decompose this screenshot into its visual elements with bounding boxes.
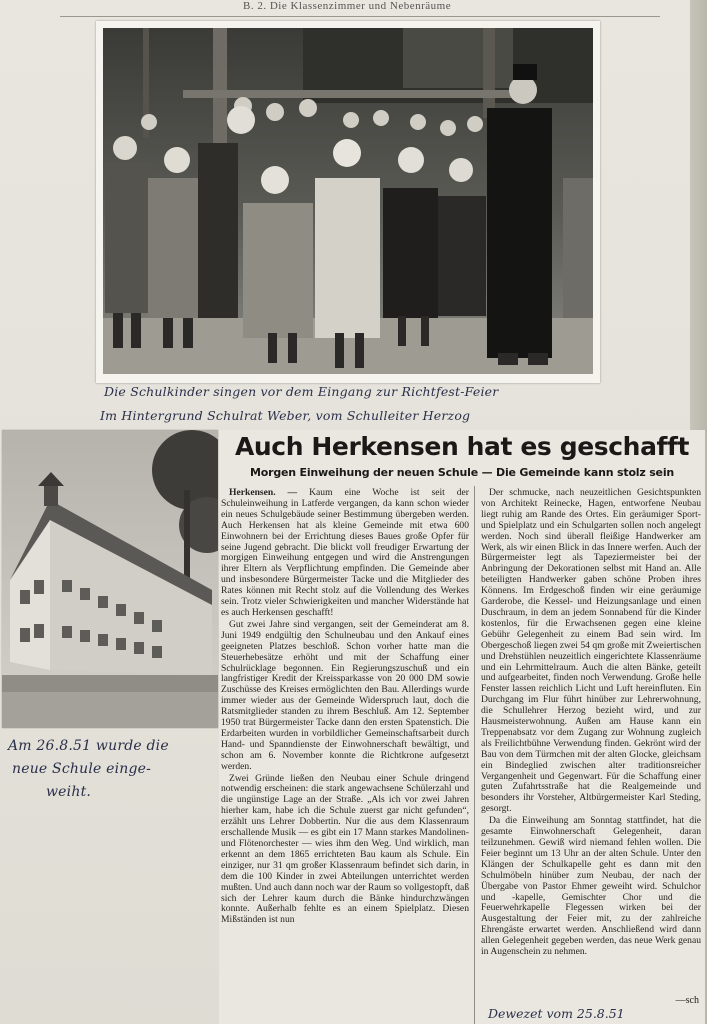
- photo-image: [103, 28, 593, 374]
- top-divider: [60, 16, 660, 17]
- school-building-image: [2, 430, 218, 728]
- photo-caption-line-1: Die Schulkinder singen vor dem Eingang zur Richtfest-Feier: [104, 384, 499, 399]
- source-note: Dewezet vom 25.8.51: [488, 1006, 625, 1021]
- article-column-right: [481, 488, 701, 988]
- newspaper-article: [219, 430, 705, 1024]
- article-paragraph: Zwei Gründe ließen den Neubau einer Schule dringend notwendig erscheinen: die stark angewachsene Schülerzahl und die ungünstige Lage an der Straße. „Als ich vor zwei Jahren hierher kam, habe ich die Schule zuerst gar nicht gefunden“, erzählt uns Lehrer Dobbertin. Nur die aus dem Klassenraum erschallende Musik — es gibt ein 17 Mann starkes Mandolinen- und Flötenorchester — wies ihm den Weg. Und wirklich, man erkennt an dem 1865 errichteten Bau kaum als Schule. Ein einziger, nur 31 qm großer Klassenraum befindet sich darin, in dem die 100 Kinder in zwei Abteilungen unterrichtet werden mußten. Und auch dann noch war der Raum so vollgestopft, daß sich der Lehrer kaum durch die Bänke hindurchzwängen konnte. Außerhalb fehlte es an einem Spielplatz. Diesen Mißständen ist nun: [221, 772, 469, 926]
- article-paragraph: Da die Einweihung am Sonntag stattfindet, hat die gesamte Einwohnerschaft Gelegenheit, daran teilzunehmen. Gewiß wird niemand fehlen wollen. Die Feier beginnt um 13 Uhr an der alten Schule. Unter den Klängen der Schulkapelle geht es dann mit den Schulmöbeln hinüber zum Neubau, der nach der Übergabe von Pastor Ehmer geweiht wird. Schulchor und -kapelle, Gemischter Chor und die Feuerwehrkapelle Flegessen wirken bei der Ausgestaltung der Feier mit, zu der zahlreiche Ehrengäste erwartet werden. Anschließend wird dann allen Gelegenheit gegeben werden, das neue Werk genau in Augenschein zu nehmen.: [481, 815, 701, 958]
- article-column-left: [221, 488, 469, 1024]
- photo-frame: [96, 21, 600, 383]
- new-school-photo: [2, 430, 218, 728]
- note-line-1: Am 26.8.51 wurde die: [8, 738, 169, 754]
- column-divider: [474, 486, 475, 1024]
- article-paragraph: Kaum eine Woche ist seit der Schuleinweihung in Latferde vergangen, da kann schon wieder ein neues Schulgebäude seiner Bestimmung übergeben werden. Auch Herkensen hat als kleine Gemeinde mit etwa 600 Einwohnern bei der Errichtung dieses Baues große Opfer für seine Jugend gebracht. Die blickt voll freudiger Erwartung der morgigen Einweihung entgegen und wird die Anstrengungen ihrer Eltern als Verpflichtung empfinden. Die Gemeinde aber und insbesondere Bürgermeister Tacke und die Mitglieder des Rates können mit Recht stolz auf die Vollendung des Werkes sein. Trotz vieler Schwierigkeiten und mancher Widerstände hat es auch Herkensen geschafft!: [221, 488, 469, 618]
- article-author: —sch: [675, 995, 699, 1006]
- article-paragraph: Gut zwei Jahre sind vergangen, seit der Gemeinderat am 8. Juni 1949 endgültig den Schulneubau und den Ankauf eines geeigneten Platzes beschloß. Schon vorher hatte man die Steuerhebesätze erhöht und mit der Schaffung einer Schulrücklage begonnen. Ein Regierungszuschuß und ein langfristiger Kredit der Kreissparkasse von 20 000 DM sowie Zuschüsse des Kreises ermöglichten den Bau. Allerdings wurde immer wieder aus der Gemeinde Widerspruch laut, doch die Ratsmitglieder standen zu ihrem Beschluß. Am 12. September 1950 trat Bürgermeister Tacke dann den ersten Spatenstich. Die Erdarbeiten wurden in vorbildlicher Gemeinschaftsarbeit durch Hand- und Spanndienste der Einwohnerschaft bewältigt, und schon am 6. November konnte die Richtkrone aufgesetzt werden.: [221, 618, 469, 772]
- note-line-3: weiht.: [46, 784, 92, 800]
- note-line-2: neue Schule einge-: [12, 761, 152, 777]
- article-dateline: Herkensen. —: [229, 488, 298, 498]
- article-paragraph: Der schmucke, nach neuzeitlichen Gesichtspunkten von Architekt Reinecke, Hagen, entworfene Neubau liegt ruhig am Rande des Ortes. Ein geräumiger Sport- und Spielplatz und ein Schulgarten sollen noch angelegt werden. Noch sind überall fleißige Handwerker am Werk, als wir einen Blick in das Innere werfen. Auch der Bürgermeister legt als Tapeziermeister bei der Anbringung der Dekorationen selbst mit Hand an. Alle beteiligten Handwerker gaben schöne Proben ihres Könnens. Im Erdgeschoß finden wir eine geräumige Garderobe, die Kessel- und Heizungsanlage und einen Duschraum, in dem an jedem Sonnabend für die Kinder kostenlos, für die Erwachsenen gegen eine kleine Gebühr Gelegenheit zu einem Bad sein wird. Im Obergeschoß liegen zwei 54 qm große mit Zweiertischen und Drehstühlen neuzeitlich eingerichtete Klassenräume und ein Lehrmittelraum. Auch die alten Bänke, geteilt und aufgearbeitet, finden noch Verwendung. Große helle Fenster lassen reichlich Licht und Luft hereinfluten. Ein Durchgang im Flur führt hinüber zur Lehrerwohnung, die Schullehrer Herzog bezieht wird, und zur Hausmeisterwohnung. Außen am Hause kann ein Treppenabsatz vor dem Zugang zur Wohnung zugleich als Freilichtbühne Verwendung finden. Gekrönt wird der Bau von dem Türmchen mit der alten Glocke, gleichsam ein Bindeglied zwischen alter traditionsreicher Vergangenheit und Gegenwart. Für die Schaffung einer guten Zufahrtsstraße hat die Realgemeinde und besonders ihr Vorsteher, Altbürgermeister Karl Steding, gesorgt.: [481, 488, 701, 815]
- article-subheadline: Morgen Einweihung der neuen Schule — Die Gemeinde kann stolz sein: [249, 466, 675, 479]
- article-headline: Auch Herkensen hat es geschafft: [234, 432, 690, 461]
- photo-caption-line-2: Im Hintergrund Schulrat Weber, vom Schulleiter Herzog: [100, 408, 471, 423]
- school-children-photo: [103, 28, 593, 374]
- section-heading: B. 2. Die Klassenzimmer und Nebenräume: [243, 0, 452, 12]
